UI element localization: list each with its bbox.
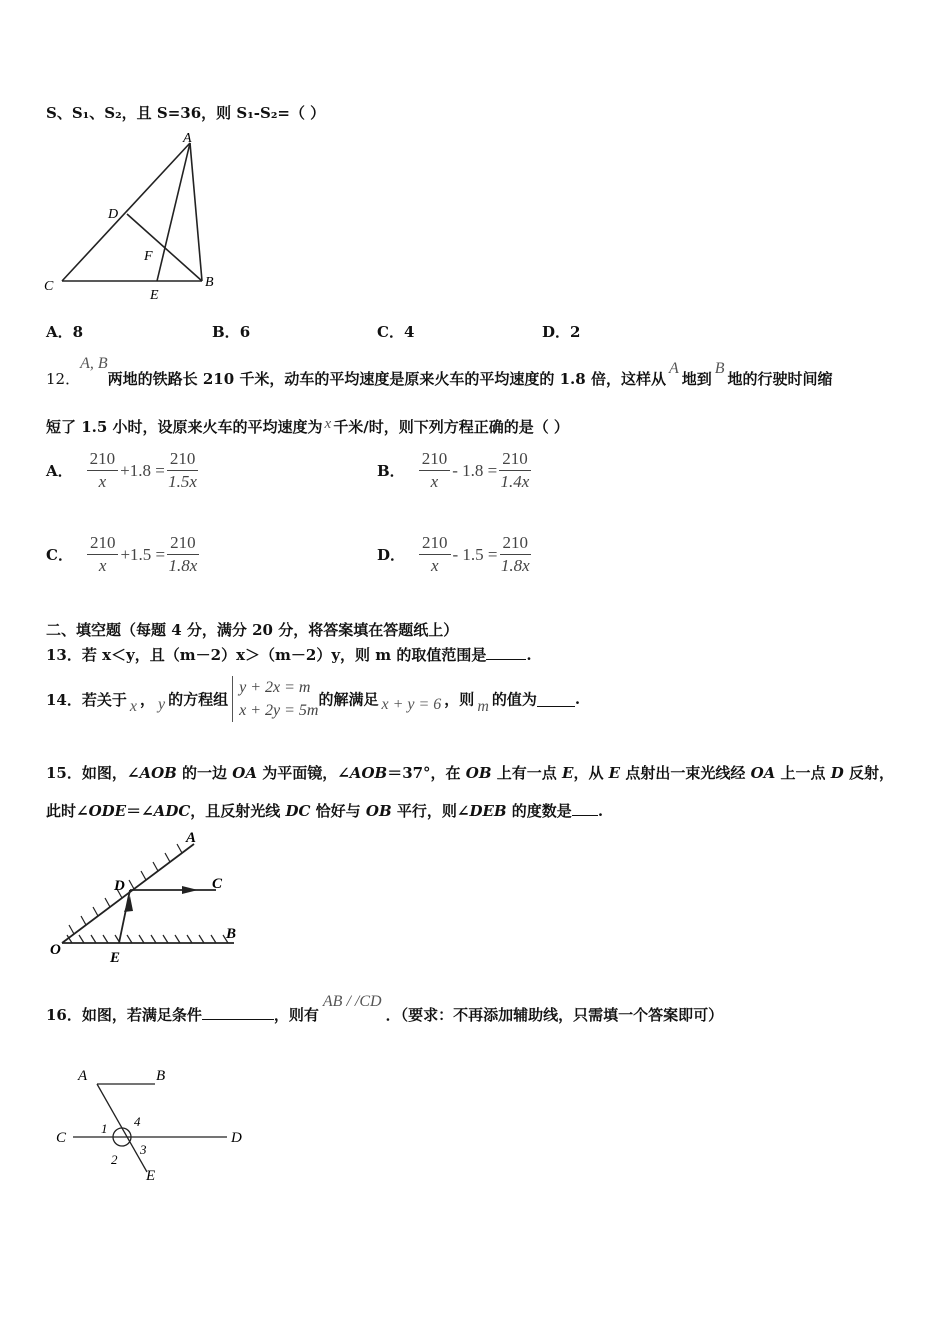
q15-mirror-figure	[44, 828, 244, 968]
q15-angle-adc: ∠ADC	[141, 802, 191, 820]
q14-equation-system	[232, 676, 318, 722]
q16-part2: ，则有	[273, 1006, 319, 1024]
label-o: O	[50, 942, 61, 958]
q15-answer-blank[interactable]	[572, 801, 598, 816]
q14-answer-blank[interactable]	[537, 692, 575, 707]
q15-text: ＝	[126, 802, 142, 820]
q15-text: 为平面镜，	[257, 764, 338, 782]
q15-dc: DC	[285, 802, 311, 820]
operator: - 1.5 =	[452, 544, 498, 564]
q14-math-x: x	[129, 698, 137, 715]
q15-text: 上一点	[775, 764, 831, 782]
numerator: 210	[419, 532, 451, 555]
q15-ob: OB	[465, 764, 492, 782]
q15-text: 的一边	[176, 764, 233, 782]
q15-angle-aob: ∠AOB	[126, 764, 177, 782]
option-label: A．	[46, 323, 73, 341]
line-ca	[62, 143, 190, 281]
denominator: x	[98, 472, 107, 491]
line-ab	[190, 143, 202, 281]
q14-end: .	[574, 690, 581, 708]
q12-number: 12．	[46, 370, 81, 388]
numerator: 210	[167, 448, 199, 471]
q14-part5: 的值为	[491, 690, 537, 709]
numerator: 210	[499, 448, 531, 471]
q14-math-y: y	[158, 696, 166, 713]
q12-math-a: A	[668, 360, 679, 377]
q14	[46, 676, 580, 732]
q16	[46, 990, 723, 1026]
fraction	[167, 448, 199, 493]
q15-end: .	[597, 802, 604, 820]
q15-d: D	[830, 764, 844, 782]
q15-text: 此时	[46, 802, 77, 820]
q12-option-d[interactable]	[377, 532, 531, 577]
q16-part3: ．（要求：不再添加辅助线，只需填一个答案即可）	[385, 1006, 724, 1024]
option-value: 4	[403, 323, 415, 341]
q14-part1: 14．若关于	[46, 690, 127, 709]
label-a: A	[78, 1068, 88, 1084]
q12-line2a: 短了 1.5 小时，设原来火车的平均速度为	[46, 418, 323, 436]
label-d: D	[114, 878, 125, 894]
q14-part4: ，则	[444, 690, 475, 709]
denominator: 1.4x	[500, 472, 530, 491]
q13-answer-blank[interactable]	[486, 645, 526, 660]
option-value: 8	[72, 323, 84, 341]
q11-stem: S、S₁、S₂，且 S=36，则 S₁-S₂=（ ）	[46, 104, 326, 122]
option-label: B．	[377, 462, 405, 480]
q11-triangle-figure	[40, 128, 230, 308]
label-f: F	[144, 249, 153, 264]
q12-option-b[interactable]	[377, 448, 531, 493]
fraction	[87, 532, 119, 577]
label-e: E	[146, 1168, 156, 1184]
q16-part1: 16．如图，若满足条件	[46, 1006, 202, 1024]
q14-comma: ，	[139, 690, 155, 709]
q15-text: 平行，则	[391, 802, 457, 820]
q16-answer-blank[interactable]	[202, 1005, 274, 1020]
q14-eq1: y + 2x = m	[239, 679, 311, 696]
q11-option-b[interactable]	[212, 321, 250, 342]
q14-condition: x + y = 6	[381, 696, 442, 713]
numerator: 210	[87, 448, 119, 471]
denominator: x	[430, 472, 439, 491]
q14-math-m: m	[477, 698, 489, 715]
label-b: B	[205, 275, 214, 290]
operator: - 1.8 =	[452, 460, 498, 480]
q15-text: ，且反射光线	[190, 802, 286, 820]
label-c: C	[44, 279, 54, 294]
option-label: C．	[377, 323, 404, 341]
q15-ob: OB	[365, 802, 392, 820]
q15-e: E	[608, 764, 621, 782]
label-b: B	[226, 926, 237, 942]
numerator: 210	[419, 448, 451, 471]
q12-text1: 两地的铁路长 210 千米，动车的平均速度是原来火车的平均速度的 1.8 倍，这样从	[107, 370, 666, 388]
q15-line2	[46, 800, 603, 821]
q14-part2: 的方程组	[168, 690, 229, 709]
denominator: 1.8x	[168, 556, 198, 575]
q15-oa: OA	[232, 764, 257, 782]
label-c: C	[56, 1130, 67, 1146]
option-label: C．	[46, 546, 73, 564]
option-value: 6	[239, 323, 251, 341]
q12-math-x: x	[324, 416, 332, 432]
line-ae	[157, 143, 190, 281]
q15-text: 反射，	[843, 764, 894, 782]
denominator: 1.5x	[168, 472, 197, 491]
numerator: 210	[500, 532, 532, 555]
q12-math-b: B	[714, 360, 725, 377]
option-label: A．	[46, 462, 73, 480]
label-a: A	[183, 131, 192, 146]
label-b: B	[156, 1068, 166, 1084]
label-d: D	[108, 207, 119, 222]
line-db	[127, 214, 202, 281]
option-label: D．	[542, 323, 571, 341]
q15-text: ＝37°，在	[387, 764, 466, 782]
mirror-oa	[62, 844, 194, 943]
option-label: D．	[377, 546, 406, 564]
q15-e: E	[562, 764, 574, 782]
q15-line1	[46, 762, 894, 783]
q11-option-c[interactable]	[377, 321, 414, 342]
q16-math-ab-parallel-cd: AB / /CD	[322, 993, 382, 1010]
q14-eq2: x + 2y = 5m	[239, 702, 319, 719]
section2-title: 二、填空题（每题 4 分，满分 20 分，将答案填在答题纸上）	[46, 621, 459, 639]
q15-angle-aob: ∠AOB	[337, 764, 388, 782]
q12-text2: 地到	[681, 370, 712, 388]
q13-end: .	[526, 646, 532, 664]
q15-text: 的度数是	[506, 802, 572, 820]
q14-part3: 的解满足	[318, 690, 379, 709]
fraction	[499, 448, 531, 493]
denominator: 1.8x	[500, 556, 530, 575]
label-e: E	[110, 950, 121, 966]
fraction	[87, 448, 119, 493]
q15-text: 15．如图，	[46, 764, 127, 782]
fraction	[419, 448, 451, 493]
q12-math-ab: A, B	[80, 355, 108, 372]
option-value: 2	[570, 323, 581, 341]
numerator: 210	[167, 532, 199, 555]
q12-text3: 地的行驶时间缩	[727, 370, 833, 388]
option-label: B．	[212, 323, 240, 341]
label-angle-4: 4	[134, 1114, 141, 1129]
q12-option-c[interactable]	[46, 532, 199, 577]
q12-option-a[interactable]	[46, 448, 198, 493]
arrow-right-icon	[182, 886, 198, 894]
label-e: E	[150, 288, 159, 303]
q11-option-a[interactable]	[46, 321, 83, 342]
q16-parallel-figure	[50, 1060, 260, 1190]
numerator: 210	[87, 532, 119, 555]
operator: +1.5 =	[120, 544, 166, 564]
operator: +1.8 =	[120, 460, 165, 480]
denominator: x	[98, 556, 107, 575]
q15-angle-deb: ∠DEB	[456, 802, 507, 820]
fraction	[500, 532, 532, 577]
fraction	[167, 532, 199, 577]
label-a: A	[186, 830, 197, 846]
fraction	[419, 532, 451, 577]
q13-text: 13．若 x＜y，且（m－2）x＞（m－2）y，则 m 的取值范围是	[46, 646, 487, 664]
q15-angle-ode: ∠ODE	[76, 802, 127, 820]
q15-text: 恰好与	[310, 802, 366, 820]
label-angle-2: 2	[111, 1152, 118, 1167]
label-c: C	[212, 876, 223, 892]
q11-option-d[interactable]	[542, 321, 580, 342]
q12-line2	[46, 416, 569, 437]
q12-line2b: 千米/时，则下列方程正确的是（ ）	[333, 418, 569, 436]
label-angle-1: 1	[101, 1121, 108, 1136]
q15-text: ，从	[573, 764, 609, 782]
q12-line1	[46, 352, 833, 388]
label-angle-3: 3	[140, 1142, 147, 1157]
q15-text: 上有一点	[491, 764, 562, 782]
mirror-hatching	[67, 844, 228, 943]
denominator: x	[430, 556, 439, 575]
q15-oa: OA	[750, 764, 776, 782]
q13	[46, 644, 532, 665]
label-d: D	[231, 1130, 242, 1146]
q15-text: 点射出一束光线经	[620, 764, 751, 782]
